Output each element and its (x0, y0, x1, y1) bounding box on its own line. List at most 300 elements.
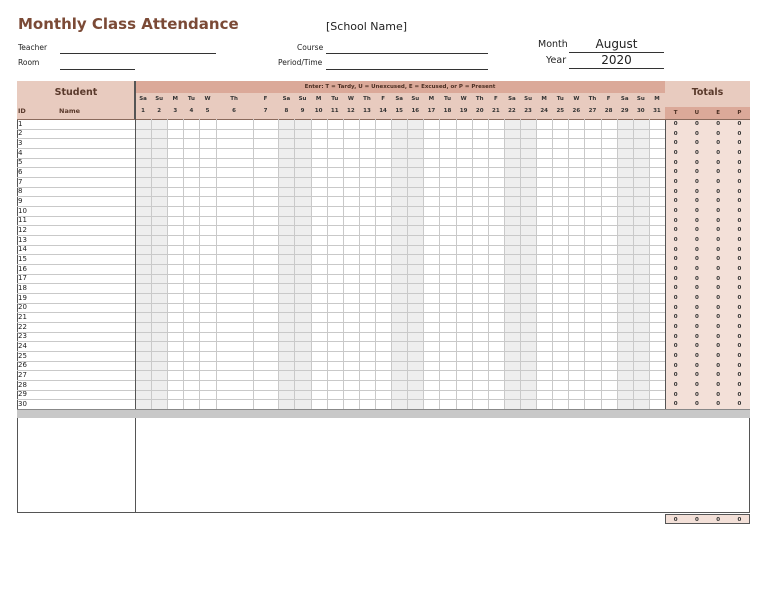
row-total-value: 0 (737, 130, 742, 137)
row-total-value: 0 (716, 208, 721, 215)
row-total-value: 0 (694, 401, 699, 408)
row-total-value: 0 (673, 198, 678, 205)
row-total-value: 0 (673, 372, 678, 379)
grand-total-value: 0 (716, 517, 721, 523)
name-header: Name (59, 107, 81, 115)
footer-bar (17, 409, 750, 418)
day-gridline (601, 119, 602, 409)
row-total-value: 0 (737, 140, 742, 147)
row-total-value: 0 (694, 169, 699, 176)
page-title: Monthly Class Attendance (18, 15, 239, 33)
row-total-value: 0 (737, 362, 742, 369)
day-number-label: 7 (263, 108, 268, 114)
row-total-value: 0 (694, 266, 699, 273)
row-total-value: 0 (694, 256, 699, 263)
row-total-value: 0 (716, 256, 721, 263)
student-name-cell[interactable] (17, 303, 135, 313)
row-total-value: 0 (673, 150, 678, 156)
row-total-value: 0 (716, 130, 721, 137)
student-name-cell[interactable] (17, 245, 135, 255)
row-total-value: 0 (716, 372, 721, 379)
student-id: 1 (18, 119, 23, 128)
day-gridline (456, 119, 457, 409)
row-total-value: 0 (737, 266, 742, 273)
row-total-value: 0 (737, 391, 742, 398)
day-gridline (649, 119, 650, 409)
student-id: 3 (18, 138, 23, 147)
row-total-value: 0 (673, 343, 678, 350)
row-total-value: 0 (673, 179, 678, 186)
student-id: 19 (18, 293, 27, 302)
day-number-label: 12 (347, 108, 355, 114)
day-number-label: 30 (636, 108, 645, 114)
row-total-value: 0 (673, 121, 678, 127)
row-total-value: 0 (737, 121, 742, 127)
student-name-cell[interactable] (17, 293, 135, 303)
row-total-value: 0 (673, 382, 678, 389)
student-id: 23 (18, 332, 27, 341)
grand-total-value: 0 (737, 517, 742, 523)
year-label: Year (546, 55, 567, 66)
student-name-cell[interactable] (17, 361, 135, 371)
row-total-value: 0 (716, 304, 721, 311)
student-name-cell[interactable] (17, 341, 135, 351)
student-id: 18 (18, 283, 27, 292)
day-name-label: Sa (395, 96, 404, 102)
day-gridline (294, 119, 295, 409)
student-name-cell[interactable] (17, 148, 135, 158)
day-name-label: Sa (282, 96, 291, 102)
day-number-label: 17 (427, 108, 436, 114)
row-total-value: 0 (673, 304, 678, 311)
row-total-value: 0 (716, 391, 721, 398)
day-gridline (488, 119, 489, 409)
student-id: 15 (18, 254, 27, 263)
student-name-cell[interactable] (17, 274, 135, 284)
day-number-label: 25 (556, 108, 565, 114)
row-total-value: 0 (737, 227, 742, 234)
row-total-value: 0 (694, 353, 699, 360)
row-total-value: 0 (737, 285, 742, 292)
row-total-value: 0 (673, 140, 678, 147)
day-name-label: Su (411, 96, 420, 102)
student-id: 22 (18, 322, 27, 331)
day-number-label: 23 (524, 108, 532, 114)
row-total-value: 0 (737, 343, 742, 350)
row-total-value: 0 (737, 295, 742, 302)
student-name-cell[interactable] (17, 254, 135, 264)
row-total-value: 0 (673, 130, 678, 137)
row-total-value: 0 (737, 150, 742, 156)
row-total-value: 0 (673, 324, 678, 331)
day-name-label: Sa (620, 96, 629, 102)
student-id: 13 (18, 235, 27, 244)
row-total-value: 0 (716, 150, 721, 156)
student-name-cell[interactable] (17, 158, 135, 168)
student-name-cell[interactable] (17, 187, 135, 197)
row-total-value: 0 (673, 266, 678, 273)
day-number-label: 14 (379, 108, 387, 114)
row-total-value: 0 (716, 266, 721, 273)
row-total-value: 0 (694, 121, 699, 127)
student-id: 12 (18, 225, 27, 234)
day-gridline (536, 119, 537, 409)
row-total-value: 0 (694, 246, 699, 253)
room-field[interactable] (60, 69, 135, 70)
row-total-value: 0 (673, 401, 678, 408)
day-gridline (568, 119, 569, 409)
student-name-cell[interactable] (17, 196, 135, 206)
student-id: 10 (18, 206, 27, 215)
month-label: Month (538, 39, 568, 50)
day-name-label: Sa (139, 96, 147, 102)
student-name-cell[interactable] (17, 370, 135, 380)
day-gridline (311, 119, 312, 409)
row-total-value: 0 (737, 353, 742, 360)
student-name-cell[interactable] (17, 216, 135, 226)
day-name-label: F (263, 96, 268, 102)
totals-col-header: U (694, 110, 700, 116)
student-id: 11 (18, 216, 27, 225)
day-name-label: M (541, 96, 547, 102)
day-name-label: Su (636, 96, 645, 102)
day-name-label: Su (155, 96, 164, 102)
day-number-label: 26 (572, 108, 581, 114)
year-underline (569, 68, 664, 69)
row-total-value: 0 (737, 314, 742, 321)
row-total-value: 0 (694, 179, 699, 186)
student-name-cell[interactable] (17, 225, 135, 235)
day-number-label: 5 (205, 108, 210, 114)
day-name-label: Tu (187, 96, 195, 102)
day-name-label: M (315, 96, 322, 102)
row-total-value: 0 (694, 285, 699, 292)
row-total-value: 0 (694, 333, 699, 340)
row-total-value: 0 (673, 227, 678, 234)
period-field[interactable] (326, 69, 488, 70)
row-total-value: 0 (737, 169, 742, 176)
day-name-label: Th (230, 96, 238, 102)
row-total-value: 0 (716, 401, 721, 408)
student-id: 2 (18, 129, 23, 138)
row-total-value: 0 (694, 275, 699, 282)
row-total-value: 0 (716, 169, 721, 176)
day-gridline (520, 119, 521, 409)
student-id: 8 (18, 187, 23, 196)
course-field[interactable] (326, 53, 488, 54)
student-id: 9 (18, 196, 23, 205)
totals-col-header: E (716, 110, 720, 116)
row-total-value: 0 (716, 246, 721, 253)
day-number-label: 31 (653, 108, 661, 114)
row-total-value: 0 (694, 304, 699, 311)
row-total-value: 0 (737, 401, 742, 408)
student-id: 28 (18, 380, 27, 389)
student-id: 29 (18, 390, 27, 399)
row-total-value: 0 (673, 237, 678, 244)
student-id: 21 (18, 312, 27, 321)
day-number-label: 19 (459, 108, 468, 114)
day-gridline (375, 119, 376, 409)
day-name-label: Th (588, 96, 597, 102)
row-total-value: 0 (737, 198, 742, 205)
student-id: 5 (18, 158, 23, 167)
day-number-label: 20 (475, 108, 484, 114)
student-id: 26 (18, 361, 27, 370)
day-name-label: F (493, 96, 498, 102)
student-id: 20 (18, 303, 27, 312)
student-id: 14 (18, 245, 27, 254)
day-name-label: W (573, 96, 580, 102)
day-gridline (423, 119, 424, 409)
student-id: 24 (18, 341, 27, 350)
row-total-value: 0 (694, 198, 699, 205)
row-total-value: 0 (673, 353, 678, 360)
row-total-value: 0 (716, 362, 721, 369)
day-name-label: F (381, 96, 385, 102)
grand-total-value: 0 (694, 517, 699, 523)
day-name-label: Tu (443, 96, 452, 102)
row-total-value: 0 (737, 188, 742, 195)
totals-col-header: P (737, 110, 742, 116)
student-id: 4 (18, 148, 23, 157)
student-name-cell[interactable] (17, 177, 135, 187)
row-total-value: 0 (673, 217, 678, 224)
student-name-cell[interactable] (17, 322, 135, 332)
day-number-label: 24 (540, 108, 548, 114)
student-id: 7 (18, 177, 23, 186)
row-total-value: 0 (716, 179, 721, 186)
day-gridline (183, 119, 184, 409)
row-total-value: 0 (716, 140, 721, 147)
day-gridline (278, 119, 279, 409)
row-total-value: 0 (716, 227, 721, 234)
day-name-label: Th (475, 96, 484, 102)
row-total-value: 0 (737, 256, 742, 263)
student-id: 30 (18, 399, 27, 408)
day-number-label: 28 (604, 108, 613, 114)
day-number-label: 27 (588, 108, 597, 114)
row-total-value: 0 (737, 382, 742, 389)
day-name-label: M (172, 96, 179, 102)
row-total-value: 0 (673, 362, 678, 369)
day-number-label: 15 (395, 108, 403, 114)
day-gridline (504, 119, 505, 409)
id-header: ID (18, 107, 26, 115)
day-number-label: 21 (492, 108, 500, 114)
school-name[interactable]: [School Name] (326, 20, 408, 33)
period-label: Period/Time (278, 58, 323, 67)
day-name-label: Sa (508, 96, 516, 102)
row-total-value: 0 (694, 130, 699, 137)
row-total-value: 0 (716, 382, 721, 389)
student-id: 16 (18, 264, 27, 273)
row-total-value: 0 (694, 188, 699, 195)
teacher-label: Teacher (18, 43, 48, 52)
day-number-label: 2 (157, 108, 162, 114)
row-total-value: 0 (694, 208, 699, 215)
day-number-label: 8 (284, 108, 289, 114)
student-name-cell[interactable] (17, 312, 135, 322)
row-total-value: 0 (673, 246, 678, 253)
row-total-value: 0 (694, 150, 699, 156)
student-id: 25 (18, 351, 27, 360)
row-total-value: 0 (673, 333, 678, 340)
row-total-value: 0 (737, 304, 742, 311)
student-name-cell[interactable] (17, 206, 135, 216)
day-gridline (391, 119, 392, 409)
day-gridline (253, 119, 254, 409)
year-value[interactable]: 2020 (601, 53, 632, 67)
row-total-value: 0 (737, 275, 742, 282)
day-gridline (584, 119, 585, 409)
day-name-label: Su (298, 96, 307, 102)
student-name-cell[interactable] (17, 351, 135, 361)
totals-header: Totals (691, 87, 724, 98)
attendance-sheet (17, 81, 750, 523)
teacher-field[interactable] (60, 53, 216, 54)
row-total-value: 0 (716, 237, 721, 244)
course-label: Course (297, 43, 324, 52)
day-number-label: 22 (508, 108, 516, 114)
row-total-value: 0 (694, 237, 699, 244)
grand-total-value: 0 (673, 517, 678, 523)
student-name-cell[interactable] (17, 332, 135, 342)
row-total-value: 0 (673, 285, 678, 292)
row-total-value: 0 (673, 256, 678, 263)
row-total-value: 0 (716, 275, 721, 282)
day-gridline (327, 119, 328, 409)
student-id: 6 (18, 167, 23, 176)
row-total-value: 0 (716, 198, 721, 205)
row-total-value: 0 (694, 314, 699, 321)
row-total-value: 0 (716, 121, 721, 127)
row-total-value: 0 (673, 188, 678, 195)
day-gridline (407, 119, 408, 409)
row-total-value: 0 (694, 217, 699, 224)
row-total-value: 0 (694, 324, 699, 331)
day-gridline (439, 119, 440, 409)
day-number-label: 10 (314, 108, 323, 114)
student-name-cell[interactable] (17, 399, 135, 409)
day-gridline (359, 119, 360, 409)
day-name-label: Su (524, 96, 532, 102)
student-name-cell[interactable] (17, 119, 135, 129)
day-number-label: 9 (300, 108, 305, 114)
day-gridline (167, 119, 168, 409)
student-name-cell[interactable] (17, 167, 135, 177)
day-gridline (216, 119, 217, 409)
day-name-label: Th (363, 96, 371, 102)
day-number-label: 1 (141, 108, 145, 114)
day-name-label: M (428, 96, 435, 102)
row-total-value: 0 (694, 372, 699, 379)
day-number-label: 4 (189, 108, 194, 114)
row-total-value: 0 (673, 314, 678, 321)
day-name-label: W (460, 96, 467, 102)
day-gridline (343, 119, 344, 409)
day-gridline (472, 119, 473, 409)
day-name-label: W (204, 96, 211, 102)
row-total-value: 0 (716, 285, 721, 292)
row-total-value: 0 (694, 391, 699, 398)
row-total-value: 0 (716, 159, 721, 166)
day-name-label: F (606, 96, 611, 102)
row-total-value: 0 (694, 295, 699, 302)
row-total-value: 0 (737, 159, 742, 166)
row-total-value: 0 (716, 217, 721, 224)
row-total-value: 0 (673, 391, 678, 398)
day-number-label: 16 (411, 108, 420, 114)
row-total-value: 0 (737, 217, 742, 224)
student-name-cell[interactable] (17, 283, 135, 293)
row-total-value: 0 (716, 324, 721, 331)
row-total-value: 0 (673, 169, 678, 176)
student-name-cell[interactable] (17, 235, 135, 245)
day-gridline (199, 119, 200, 409)
day-name-label: Tu (331, 96, 339, 102)
day-name-label: W (347, 96, 354, 102)
student-divider (135, 81, 136, 513)
day-gridline (617, 119, 618, 409)
row-total-value: 0 (716, 314, 721, 321)
day-name-label: Tu (556, 96, 564, 102)
student-name-cell[interactable] (17, 138, 135, 148)
row-total-value: 0 (737, 324, 742, 331)
day-number-label: 3 (173, 108, 178, 114)
day-number-label: 13 (363, 108, 371, 114)
row-total-value: 0 (673, 208, 678, 215)
row-total-value: 0 (694, 382, 699, 389)
row-total-value: 0 (716, 295, 721, 302)
row-total-value: 0 (737, 179, 742, 186)
row-total-value: 0 (737, 333, 742, 340)
day-number-label: 11 (330, 108, 339, 114)
day-number-label: 29 (620, 108, 629, 114)
row-total-value: 0 (737, 237, 742, 244)
student-name-cell[interactable] (17, 264, 135, 274)
row-total-value: 0 (737, 208, 742, 215)
row-total-value: 0 (694, 227, 699, 234)
row-total-value: 0 (716, 188, 721, 195)
row-total-value: 0 (673, 159, 678, 166)
row-total-value: 0 (716, 353, 721, 360)
student-name-cell[interactable] (17, 390, 135, 400)
row-total-value: 0 (694, 159, 699, 166)
row-total-value: 0 (694, 362, 699, 369)
row-total-value: 0 (673, 275, 678, 282)
row-total-value: 0 (716, 333, 721, 340)
student-header: Student (54, 87, 98, 98)
room-label: Room (18, 58, 40, 67)
row-total-value: 0 (673, 295, 678, 302)
day-gridline (633, 119, 634, 409)
month-value[interactable]: August (595, 37, 638, 51)
day-number-label: 6 (232, 108, 236, 114)
row-total-value: 0 (694, 343, 699, 350)
day-gridline (552, 119, 553, 409)
row-total-value: 0 (737, 372, 742, 379)
student-id: 17 (18, 274, 27, 283)
attendance-legend: Enter: T = Tardy, U = Unexcused, E = Excused, or P = Present (304, 84, 496, 90)
row-total-value: 0 (694, 140, 699, 147)
row-total-value: 0 (737, 246, 742, 253)
day-number-label: 18 (443, 108, 452, 114)
day-gridline (151, 119, 152, 409)
row-total-value: 0 (716, 343, 721, 350)
student-name-cell[interactable] (17, 380, 135, 390)
student-name-cell[interactable] (17, 129, 135, 139)
